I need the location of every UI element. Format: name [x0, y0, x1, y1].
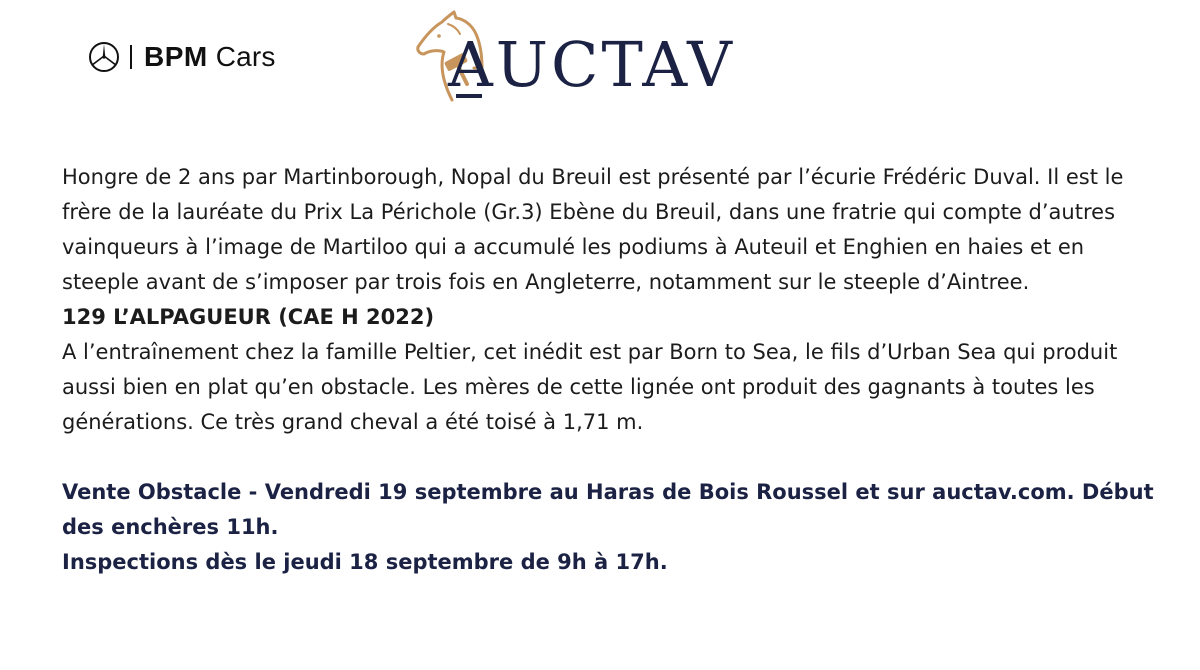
lot-title: 129 L’ALPAGUEUR (CAE H 2022): [62, 305, 435, 329]
sale-info: Vente Obstacle - Vendredi 19 septembre au Haras de Bois Roussel et sur auctav.com. Début des enchères 11h.: [62, 480, 1154, 539]
article-body: [62, 160, 1162, 580]
auctav-logo: [412, 10, 762, 105]
sponsor-brand: BPM: [144, 41, 208, 72]
auctav-wordmark: AUCTAV: [448, 28, 735, 101]
lot-description-paragraph: A l’entraînement chez la famille Peltier, cet inédit est par Born to Sea, le fils d’Urban Sea qui produit aussi bien en plat qu’en obstacle. Les mères de cette lignée ont produit des gagnants à toutes les générations. Ce très grand cheval a été toisé à 1,71 m.: [62, 340, 1118, 434]
inspection-info: Inspections dès le jeudi 18 septembre de 9h à 17h.: [62, 550, 668, 574]
mercedes-star-icon: [88, 41, 120, 73]
sponsor-name: [144, 41, 276, 73]
sponsor-suffix: Cars: [215, 41, 276, 72]
horse-description-paragraph: Hongre de 2 ans par Martinborough, Nopal du Breuil est présenté par l’écurie Frédéric Duval. Il est le frère de la lauréate du Prix La Périchole (Gr.3) Ebène du Breuil, dans une fratrie qui compte d’autres vainqueurs à l’image de Martiloo qui a accumulé les podiums à Auteuil et Enghien en haies et en steeple avant de s’imposer par trois fois en Angleterre, notamment sur le steeple d’Aintree.: [62, 165, 1124, 294]
spacer: [62, 440, 1162, 475]
logo-divider: [130, 45, 132, 69]
header: [0, 0, 1200, 120]
bpm-cars-logo: [88, 40, 276, 74]
